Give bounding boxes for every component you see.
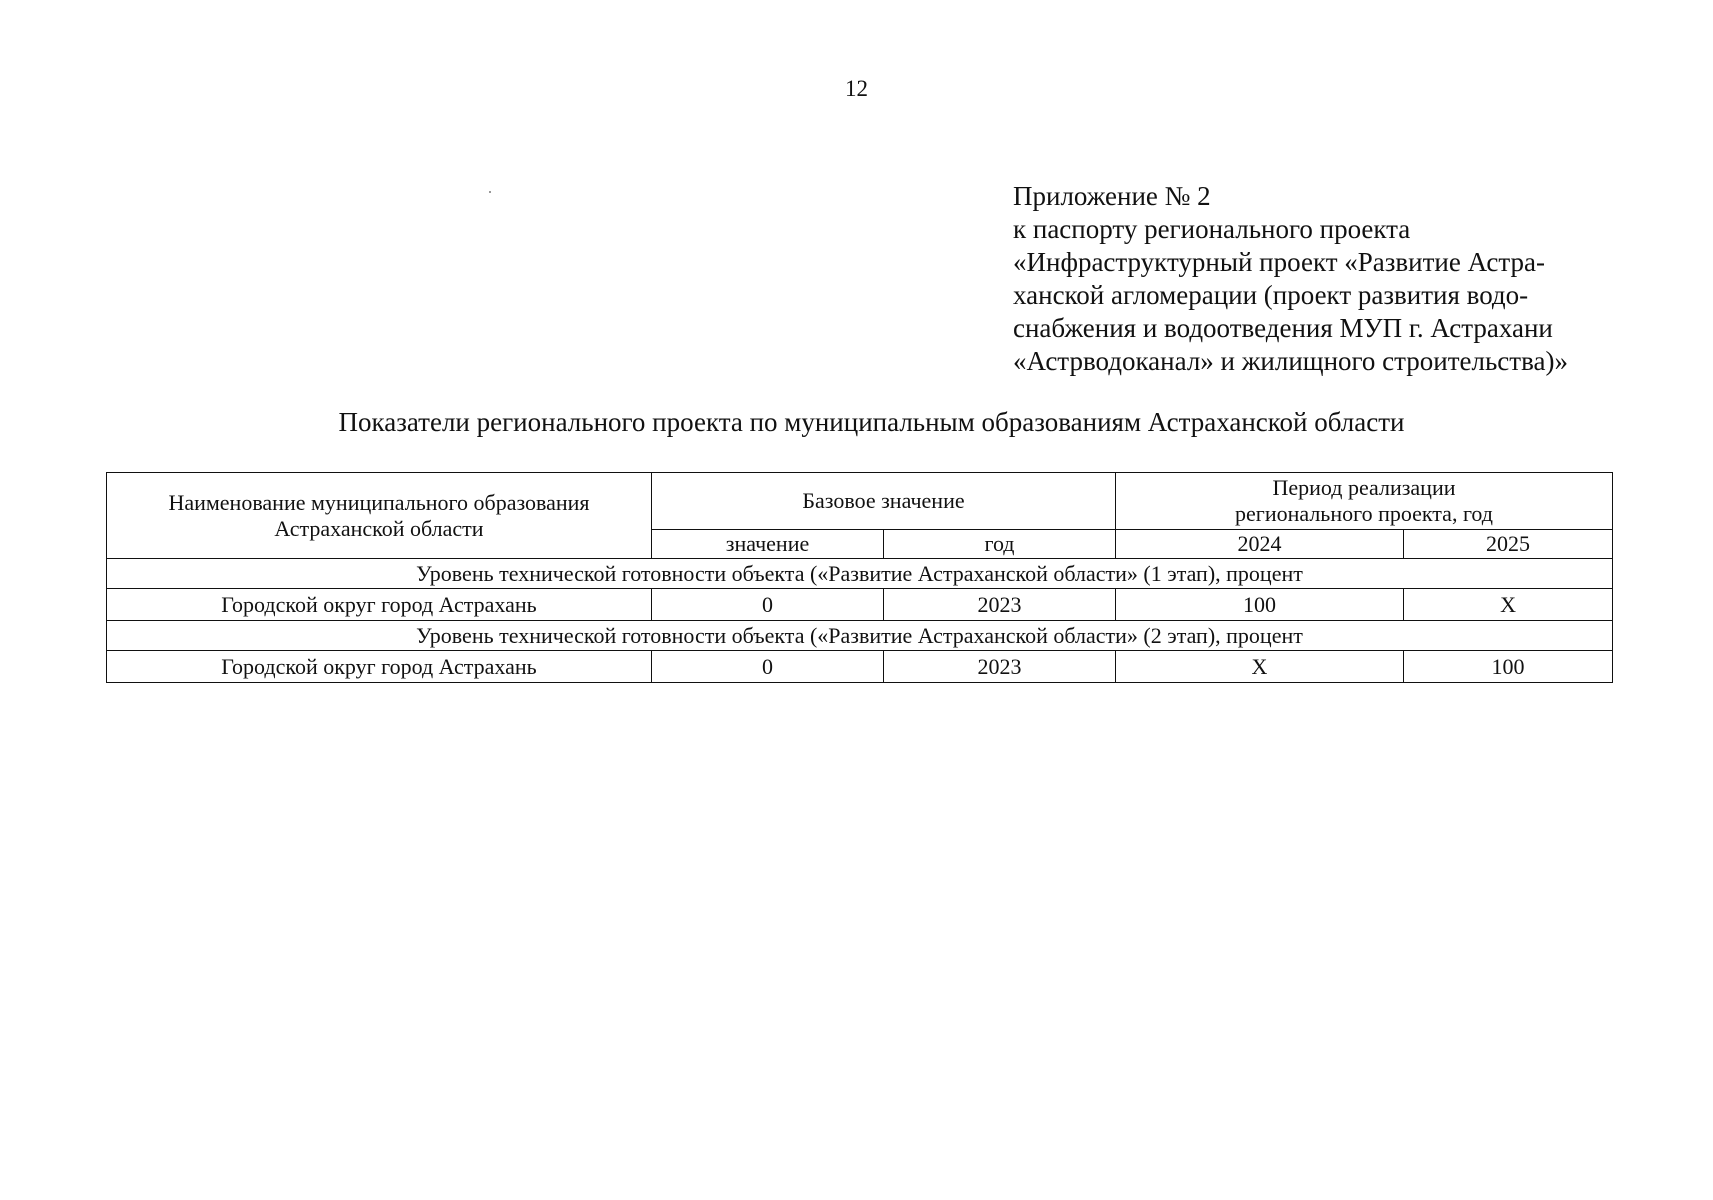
section-row [107,559,1613,589]
cell-municipality: Городской округ город Астрахань [107,651,652,683]
section-title: Уровень технической готовности объекта («Развитие Астраханской области» (1 этап), процент [107,559,1613,589]
cell-year: 2023 [884,651,1116,683]
section-title: Уровень технической готовности объекта («Развитие Астраханской области» (2 этап), процент [107,621,1613,651]
cell-year: 2023 [884,589,1116,621]
scan-speck [489,191,491,193]
header-municipality [107,473,652,559]
cell-value: 0 [652,589,884,621]
cell-2025: Х [1404,589,1613,621]
header-period [1116,473,1613,530]
section-row [107,621,1613,651]
cell-2024: 100 [1116,589,1404,621]
appendix-line: к паспорту регионального проекта [1013,214,1411,244]
header-period-line1: Период реализации [1272,475,1456,500]
header-base-value: Базовое значение [652,473,1116,530]
cell-2025: 100 [1404,651,1613,683]
document-title: Показатели регионального проекта по муниципальным образованиям Астраханской области [338,407,1405,437]
table-row [107,589,1613,621]
header-municipality-line2: Астраханской области [274,515,484,541]
page-number: 12 [845,76,868,101]
appendix-line: ханской агломерации (проект развития водо- [1013,280,1529,310]
appendix-line: Приложение № 2 [1013,181,1211,211]
indicators-table [106,472,1613,683]
header-municipality-line1: Наименование муниципального образования [168,489,590,515]
table-row [107,651,1613,683]
cell-municipality: Городской округ город Астрахань [107,589,652,621]
appendix-line: «Астрводоканал» и жилищного строительства)» [1013,346,1568,376]
header-year: год [884,530,1116,559]
appendix-note [1013,180,1653,378]
header-2025: 2025 [1404,530,1613,559]
cell-2024: Х [1116,651,1404,683]
appendix-line: «Инфраструктурный проект «Развитие Астра- [1013,247,1546,277]
header-period-line2: регионального проекта, год [1235,501,1493,526]
cell-value: 0 [652,651,884,683]
header-2024: 2024 [1116,530,1404,559]
appendix-line: снабжения и водоотведения МУП г. Астрахани [1013,313,1553,343]
table-header-row [107,473,1613,530]
header-value: значение [652,530,884,559]
